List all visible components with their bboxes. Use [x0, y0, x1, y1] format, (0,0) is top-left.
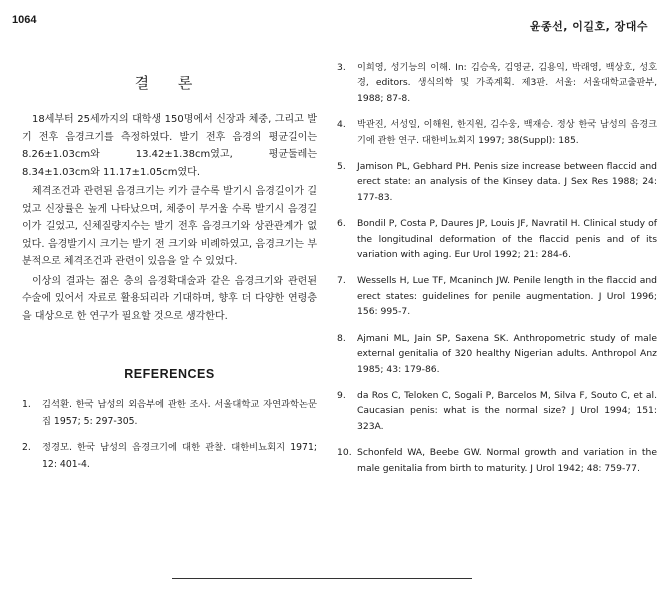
reference-number: 8.	[337, 332, 346, 344]
left-column	[22, 60, 317, 483]
conclusion-title: 결 론	[134, 74, 205, 92]
reference-item	[337, 331, 657, 377]
conclusion-paragraph: 이상의 결과는 젊은 층의 음경확대술과 같은 음경크기와 관련된 수술에 있어서 자료로 활용되리라 기대하며, 향후 더 다양한 연령층을 대상으로 한 연구가 필요할 것으로 생각한다.	[22, 275, 317, 322]
footer-rule	[172, 578, 472, 579]
reference-item	[337, 117, 657, 148]
conclusion-paragraph: 체격조건과 관련된 음경크기는 키가 클수록 발기시 음경길이가 길었고 신장률은 높게 나타났으며, 체중이 무거울 수록 발기시 음경길이가 길었고, 신체질량지수는 발기 전후 음경크기와 상관관계가 없었다. 음경발기시 크기는 발기 전 크기와 비례하였고, 음경크기는 부분적으로 체격조건과 관련이 있음을 알 수 있었다.	[22, 186, 317, 267]
reference-item	[22, 397, 317, 430]
reference-item	[337, 216, 657, 262]
reference-number: 3.	[337, 62, 346, 73]
reference-item	[337, 60, 657, 106]
reference-text: da Ros C, Teloken C, Sogali P, Barcelos M, Silva F, Souto C, et al. Caucasian penis: what is the normal size? J Urol 1994; 151: 323A.	[357, 389, 657, 432]
reference-text: Schonfeld WA, Beebe GW. Normal growth and variation in the male genitalia from birth to maturity. J Urol 1942; 48: 759-77.	[357, 447, 657, 474]
reference-item	[337, 273, 657, 319]
reference-number: 9.	[337, 389, 346, 401]
page-number: 1064	[12, 14, 37, 26]
reference-number: 6.	[337, 218, 346, 230]
reference-text: 김석환. 한국 남성의 외음부에 관한 조사. 서울대학교 자연과학논문집 1957; 5: 297-305.	[42, 399, 317, 427]
reference-text: Ajmani ML, Jain SP, Saxena SK. Anthropometric study of male external genitalia of 320 healthy Nigerian adults. Anthropol Anz 1985; 43: 179-86.	[357, 332, 657, 375]
references-heading: REFERENCES	[124, 367, 215, 381]
reference-list	[337, 60, 657, 476]
reference-text: Bondil P, Costa P, Daures JP, Louis JF, Navratil H. Clinical study of the longitudinal deformation of the flaccid penis and of its variation with aging. Eur Urol 1992; 21: 284-6.	[357, 218, 657, 261]
reference-text: Jamison PL, Gebhard PH. Penis size increase between flaccid and erect state: an analysis of the Kinsey data. J Sex Res 1988; 24: 177-83.	[357, 161, 657, 203]
right-column	[337, 60, 657, 487]
reference-number: 4.	[337, 119, 346, 131]
reference-item	[337, 388, 657, 434]
conclusion-paragraph: 18세부터 25세까지의 대학생 150명에서 신장과 체중, 그리고 발기 전후 음경크기를 측정하였다. 발기 전후 음경의 평균길이는 8.26±1.03cm와 13.42±1.38cm였고, 평균둘레는 8.34±1.03cm와 11.17±1.05cm였다.	[22, 114, 317, 178]
reference-number: 10.	[337, 447, 352, 459]
running-head-authors: 윤종선, 이길호, 장대수	[529, 20, 648, 33]
reference-item	[337, 159, 657, 205]
reference-number: 5.	[337, 161, 346, 173]
reference-text: 박관진, 서성일, 이해원, 한지원, 김수웅, 백재승. 정상 한국 남성의 음경크기에 관한 연구. 대한비뇨회지 1997; 38(Suppl): 185.	[357, 119, 657, 146]
reference-text: 정경모. 한국 남성의 음경크기에 대한 관찰. 대한비뇨회지 1971; 12: 401-4.	[42, 442, 317, 470]
reference-text: 이희영, 성기능의 이해. In: 김승욱, 김영균, 김용익, 박래영, 백상호, 성호경, editors. 생식의학 및 가족계획. 제3판. 서울: 서울대학교출판부, 1988; 87-8.	[357, 62, 657, 104]
reference-number: 2.	[22, 442, 31, 453]
reference-text: Wessells H, Lue TF, Mcaninch JW. Penile length in the flaccid and erect states: guidelines for penile augmentation. J Urol 1996; 156: 995-7.	[357, 275, 657, 318]
reference-number: 1.	[22, 399, 31, 410]
reference-item	[337, 445, 657, 476]
reference-number: 7.	[337, 275, 346, 287]
reference-item	[22, 440, 317, 473]
reference-list	[22, 397, 317, 473]
